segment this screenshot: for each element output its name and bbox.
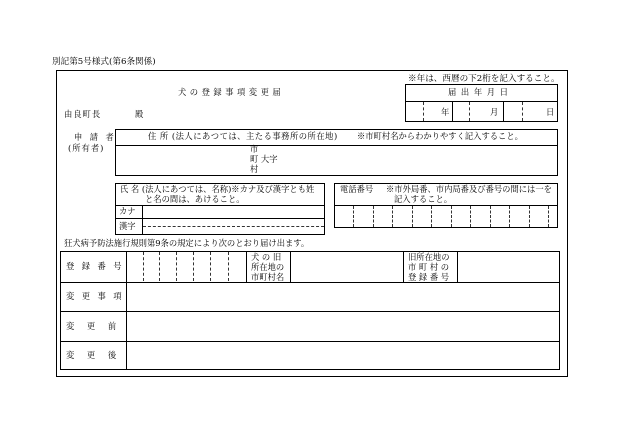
kana-label: カナ: [119, 206, 136, 216]
before-label: 変 更 前: [66, 321, 122, 331]
form-title: 犬の登録事項変更届: [178, 87, 285, 97]
honorific: 殿: [135, 109, 144, 119]
date-notice: ※年は、西暦の下2桁を記入すること。: [408, 74, 560, 84]
old-location-label-1: 犬 の 旧: [251, 252, 282, 262]
day-unit: 日: [546, 107, 555, 117]
name-label-line1: 氏 名 (法人にあつては、名称)※カナ及び漢字とも姓: [120, 184, 315, 194]
old-location-label-3: 市町村名: [251, 272, 285, 282]
old-reg-label-3: 登 録 番 号: [408, 272, 450, 282]
old-reg-label-1: 旧所在地の: [408, 252, 450, 262]
kanji-label: 漢字: [119, 221, 136, 231]
village-label: 村: [250, 164, 259, 174]
old-reg-label-2: 市 町 村 の: [408, 262, 450, 272]
year-unit: 年: [441, 107, 450, 117]
after-label: 変 更 後: [66, 350, 122, 360]
phone-label: 電話番号: [340, 184, 374, 194]
date-header: 届 出 年 月 日: [448, 87, 510, 97]
change-item-label: 変 更 事 項: [66, 291, 124, 301]
phone-note-line2: 記入すること。: [394, 194, 453, 204]
address-label: 住 所 (法人にあつては、主たる事務所の所在地): [148, 131, 338, 141]
phone-note-line1: ※市外局番、市内局番及び番号の間には一を: [386, 184, 552, 194]
applicant-sublabel: (所有者): [68, 143, 105, 153]
applicant-label: 申 請 者: [74, 132, 117, 142]
month-unit: 月: [490, 107, 499, 117]
town-label: 町 大字: [250, 154, 278, 164]
city-label: 市: [250, 144, 259, 154]
address-note: ※市町村名からわかりやすく記入すること。: [357, 131, 523, 141]
old-location-label-2: 所在地の: [251, 262, 285, 272]
declaration: 狂犬病予防法施行規則第9条の規定により次のとおり届け出ます。: [64, 238, 310, 248]
form-code: 別記第5号様式(第6条関係): [52, 57, 156, 67]
reg-number-label: 登 録 番 号: [66, 261, 124, 271]
name-label-line2: と名の間は、あけること。: [145, 194, 245, 204]
recipient: 由良町長: [64, 109, 102, 119]
